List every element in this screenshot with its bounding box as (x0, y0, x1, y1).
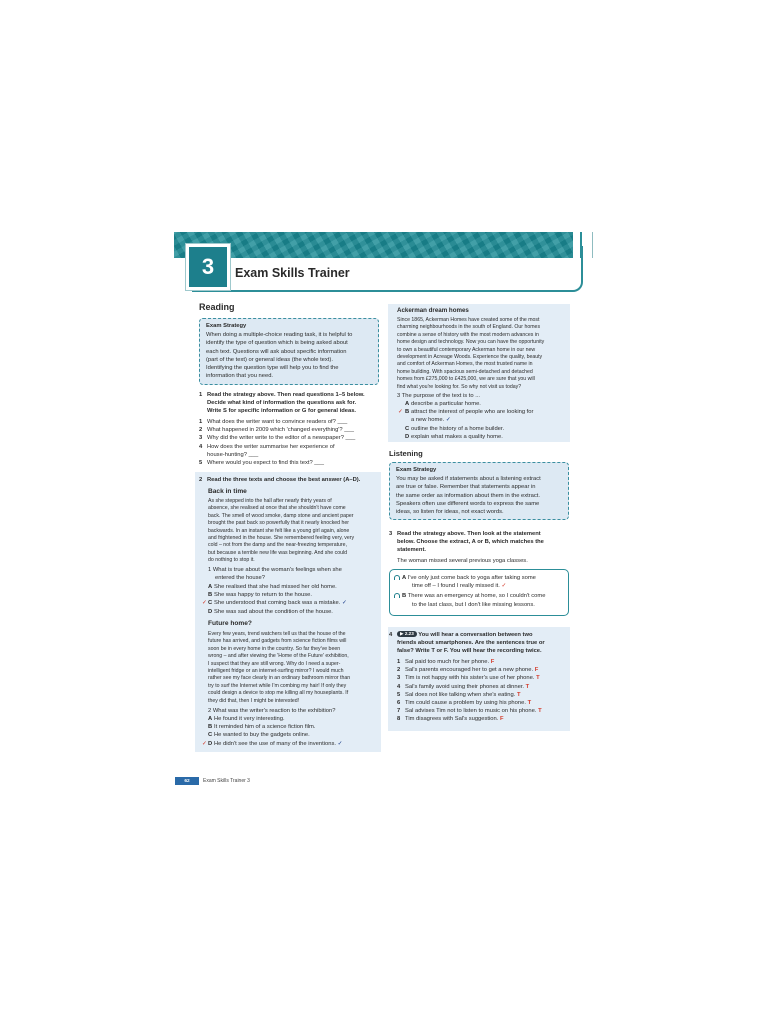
list-item: 5 Sal does not like talking when she's eating. T (397, 691, 521, 698)
option-a[interactable]: A He found it very interesting. (208, 716, 285, 722)
exercise-2-instruction: 2 Read the three texts and choose the best answer (A–D). (199, 477, 361, 483)
extract-b-continued: to the last class, but I don't like missing lessons. (412, 601, 535, 608)
option-d[interactable]: D explain what makes a quality home. (405, 433, 503, 440)
answer-mark: T (525, 683, 530, 690)
footer-label: Exam Skills Trainer 3 (203, 778, 250, 784)
reading-strategy-line: (part of the text) or general ideas (the whole text). (206, 356, 333, 363)
list-item: 6 Tim could cause a problem by using his phone. T (397, 700, 532, 707)
text-1-title: Back in time (208, 488, 247, 495)
reading-strategy-line: each text. Questions will ask about specific information (206, 348, 347, 355)
audio-track-badge[interactable]: ▶ 2.23 (397, 631, 417, 637)
listening-heading: Listening (389, 449, 423, 458)
answer-mark: F (500, 716, 504, 723)
option-d[interactable]: ✓ D He didn't see the use of many of the inventions. ✓ (202, 740, 343, 747)
list-item: 3 Tim is not happy with his sister's use of her phone. T (397, 675, 540, 682)
text-2-options (202, 715, 343, 748)
answer-mark: T (538, 708, 542, 715)
red-check-icon: ✓ (202, 600, 207, 607)
header-band-edge-thin (592, 232, 593, 258)
list-item: house-hunting? ___ (207, 451, 259, 458)
option-a[interactable]: A She realised that she had missed her old home. (208, 584, 337, 590)
option-c[interactable]: C outline the history of a home builder. (405, 425, 505, 432)
blue-check-icon: ✓ (337, 740, 343, 747)
answer-mark: T (527, 700, 532, 707)
exercise-3-instruction: 3 Read the strategy above. Then look at the statement below. Choose the extract, A or B, which matches the statement. (389, 531, 544, 554)
option-d[interactable]: D She was sad about the condition of the house. (208, 608, 333, 615)
page-number-badge: 62 (175, 777, 199, 785)
option-b-continued: a new home. ✓ (411, 417, 451, 424)
list-item: 5 Where would you expect to find this text? ___ (199, 460, 324, 467)
text-1-question: 1 What is true about the woman's feelings when she entered the house? (208, 567, 342, 582)
option-b[interactable]: B It reminded him of a science fiction film. (208, 724, 316, 731)
ackerman-question: 3 The purpose of the text is to ... (397, 393, 481, 399)
exercise-4-instruction: 4 ▶ 2.23 You will hear a conversation between two friends about smartphones. Are the sentences true or false? Write T or F. You will hear the recording twice. (389, 631, 545, 655)
option-b[interactable]: B She was happy to return to the house. (208, 592, 312, 599)
ackerman-title: Ackerman dream homes (397, 307, 469, 314)
answer-mark: T (536, 675, 540, 682)
unit-number-badge: 3 (186, 244, 230, 290)
text-2-question: 2 What was the writer's reaction to the exhibition? (208, 708, 336, 714)
answer-mark: F (534, 667, 539, 674)
reading-strategy-line: Identifying the question type will help you to find the (206, 365, 339, 372)
reading-strategy-line: information that you need. (206, 373, 274, 380)
reading-strategy-line: identify the type of question which is being asked about (206, 340, 348, 347)
exercise-3-extracts (389, 569, 569, 616)
list-item: 1 What does the writer want to convince readers of? ___ (199, 419, 348, 425)
reading-strategy-box (199, 318, 379, 385)
exercise-3-statement: The woman missed several previous yoga classes. (397, 558, 528, 564)
list-item: 2 What happened in 2009 which 'changed everything'? ___ (199, 427, 354, 434)
list-item: 7 Sal advises Tim not to listen to music on his phone. T (397, 708, 542, 715)
headphones-icon (394, 575, 400, 580)
text-1-body: As she stepped into the hall after nearly thirty years of absence, she realised at once that she shouldn't have come back. The smell of wood smoke, damp stone and ancient paper brought the past back so powerfully that it nearly knocked her backwards. In an instant she felt like a young girl again, alone and frightened in the house. She remembered feeling very, very cold – not from the damp and the near-freezing temperature, but because a terrible new life was beginning. And she could do nothing to stop it. (208, 498, 355, 564)
extract-a[interactable]: A I've only just come back to yoga after taking some (394, 574, 564, 582)
list-item: 4 How does the writer summarise her experience of (199, 443, 335, 450)
answer-mark: T (516, 691, 521, 698)
option-c[interactable]: ✓ C She understood that coming back was a mistake. ✓ (202, 600, 347, 607)
list-item: 1 Sal paid too much for her phone. F (397, 659, 495, 665)
red-check-icon: ✓ (398, 409, 403, 416)
list-item: 3 Why did the writer write to the editor of a newspaper? ___ (199, 435, 356, 442)
exercise-4-list (397, 658, 542, 724)
list-item: 2 Sal's parents encouraged her to get a new phone. F (397, 667, 539, 674)
answer-mark: F (490, 659, 495, 665)
reading-strategy-title: Exam Strategy (206, 323, 247, 329)
list-item: 8 Tim disagrees with Sal's suggestion. F (397, 716, 504, 723)
text-2-title: Future home? (208, 620, 252, 627)
text-1-options (202, 583, 347, 616)
page-title: Exam Skills Trainer (235, 266, 350, 280)
reading-heading: Reading (199, 302, 235, 312)
blue-check-icon: ✓ (445, 417, 451, 424)
blue-check-icon: ✓ (341, 600, 347, 607)
exercise-1-list (199, 418, 355, 467)
option-a[interactable]: A describe a particular home. (405, 401, 481, 407)
option-b[interactable]: ✓ B attract the interest of people who are looking for (398, 409, 534, 416)
speaker-icon: ▶ (400, 631, 404, 637)
ackerman-body: Since 1865, Ackerman Homes have created some of the most charming neighbourhoods in the south of England. Our homes combine a sense of history with the most modern advances in home design and technology. Now you can have the opportunity to own a beautiful contemporary Ackerman home in our new development in Acreage Woods. Experience the quality, beauty and comfort of Ackerman Homes, the most trusted name in home building. With spacious semi-detached and detached homes from £275,000 to £425,000, we are sure that you will find what you're looking for. So why not visit us today? (397, 317, 545, 390)
red-check-icon: ✓ (501, 583, 507, 590)
text-2-body: Every few years, trend watchers tell us that the house of the future has arrived, and gadgets from science fiction films will soon be in every home in the country. So far they've been wrong – and after viewing the 'Home of the Future' exhibition, I suspect that they are still wrong. Why do I need a super- intelligent fridge or an internet-surfing mirror? I would much rather see my face clearly in an ordinary bathroom mirror than try to surf the Internet while I'm combing my hair! If only they could design a device to stop me killing all my houseplants. If they did that, then I might be interested! (208, 631, 351, 704)
reading-strategy-line: When doing a multiple-choice reading task, it is helpful to (206, 332, 353, 339)
extract-b[interactable]: B There was an emergency at home, so I couldn't come (394, 592, 564, 600)
ackerman-options (398, 400, 534, 441)
headphones-icon (394, 593, 400, 598)
listening-strategy-box: Exam Strategy You may be asked if statements about a listening extract are true or false. Remember that statements appear in the same order as information about them in the extract. Speakers often use different words to express the same ideas, so listen for ideas, not exact words. (389, 462, 569, 520)
listening-strategy-title: Exam Strategy (396, 467, 437, 473)
extract-a-continued: time off – I found I really missed it. ✓ (412, 583, 507, 590)
option-c[interactable]: C He wanted to buy the gadgets online. (208, 732, 310, 739)
list-item: 4 Sal's family avoid using their phones at dinner. T (397, 683, 530, 690)
exercise-1-instruction: 1 Read the strategy above. Then read questions 1–5 below. Decide what kind of information the questions ask for. Write S for specific information or G for general ideas. (199, 392, 365, 415)
red-check-icon: ✓ (202, 740, 207, 747)
